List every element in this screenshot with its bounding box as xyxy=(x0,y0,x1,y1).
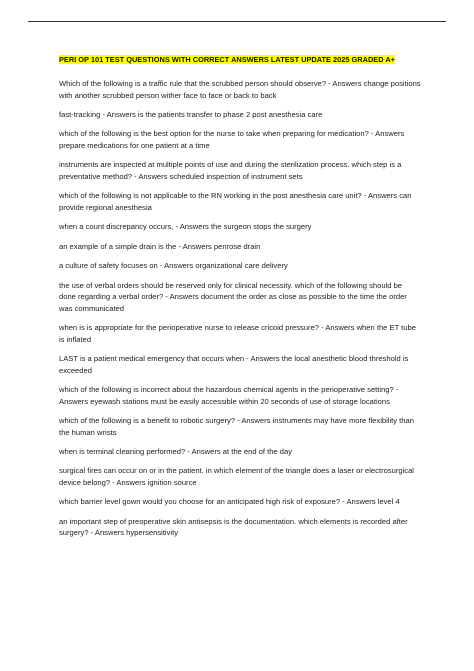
qa-entry: which of the following is incorrect about the hazardous chemical agents in the perioperative setting? - Answers eyewash stations must be easily accessible within 20 seconds of use of storage locations xyxy=(59,385,399,406)
document-title: PERI OP 101 TEST QUESTIONS WITH CORRECT ANSWERS LATEST UPDATE 2025 GRADED A+ xyxy=(59,55,395,64)
qa-entry: when is is appropriate for the perioperative nurse to release cricoid pressure? - Answers when the ET tube is inflated xyxy=(59,323,416,344)
title-wrap xyxy=(59,53,421,65)
qa-entry: the use of verbal orders should be reserved only for clinical necessity. which of the following should be done regarding a verbal order? - Answers document the order as close as possible to the time the order was communicated xyxy=(59,280,407,313)
header-rule xyxy=(28,21,446,22)
qa-entry: instruments are inspected at multiple points of use and during the sterilization process. which step is a preventative method? - Answers scheduled inspection of instrument sets xyxy=(59,160,402,181)
qa-entry: LAST is a patient medical emergency that occurs when - Answers the local anesthetic blood threshold is exceeded xyxy=(59,354,409,375)
qa-entry: an example of a simple drain is the - Answers penrose drain xyxy=(59,241,261,251)
document-content xyxy=(59,53,421,547)
qa-entry: which barrier level gown would you choose for an anticipated high risk of exposure? - Answers level 4 xyxy=(59,497,400,507)
qa-entry: which of the following is not applicable to the RN working in the post anesthesia care unit? - Answers can provide regional anesthesia xyxy=(59,191,412,212)
qa-entry: fast-tracking - Answers is the patients transfer to phase 2 post anesthesia care xyxy=(59,109,323,119)
qa-entry: a culture of safety focuses on - Answers organizational care delivery xyxy=(59,261,288,271)
qa-entry: when a count discrepancy occurs, - Answers the surgeon stops the surgery xyxy=(59,222,312,232)
qa-entry: Which of the following is a traffic rule that the scrubbed person should observe? - Answers change positions with another scrubbed person wither face to face or back to back xyxy=(59,79,421,100)
qa-entry: an important step of preoperative skin antisepsis is the documentation. which elements is recorded after surgery? - Answers hypersensitivity xyxy=(59,516,408,538)
qa-entry: when is terminal cleaning performed? - Answers at the end of the day xyxy=(59,447,293,457)
qa-entry: surgical fires can occur on or in the patient. in which element of the triangle does a laser or electrosurgical device belong? - Answers ignition source xyxy=(59,466,414,487)
qa-entry: which of the following is a benefit to robotic surgery? - Answers instruments may have more flexibility than the human wrists xyxy=(59,416,414,437)
qa-entry: which of the following is the best option for the nurse to take when preparing for medication? - Answers prepare medications for one patient at a time xyxy=(59,129,405,150)
